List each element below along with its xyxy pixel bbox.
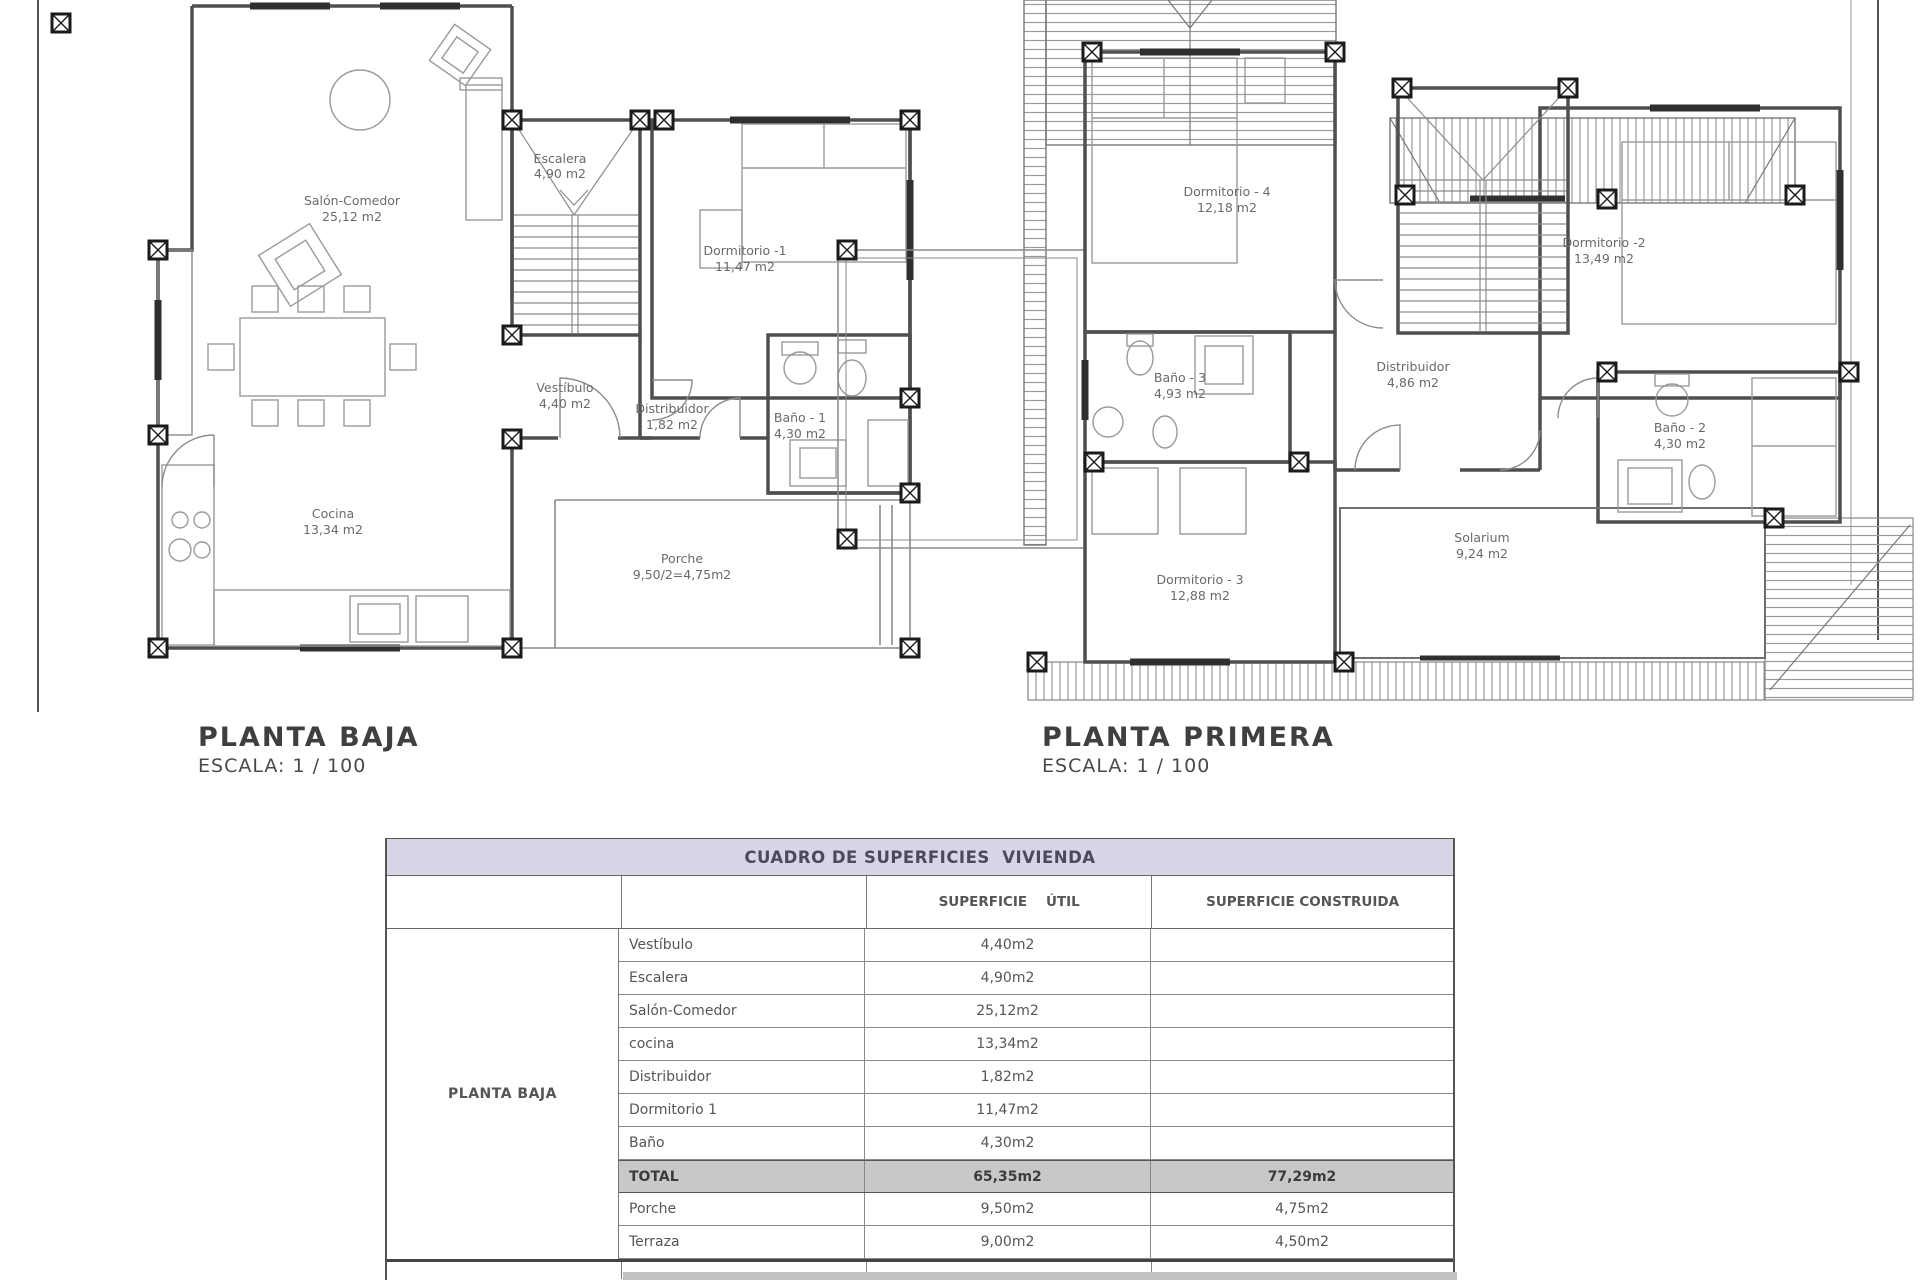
row-label: Baño: [619, 1127, 865, 1159]
label-salon-comedor-area: 25,12 m2: [322, 209, 382, 224]
row-construida: 4,75m2: [1275, 1201, 1329, 1217]
doors-planta-primera: [1335, 280, 1598, 470]
row-util: 1,82m2: [865, 1061, 1151, 1093]
header-room-cell: [622, 876, 867, 928]
label-bano1-area: 4,30 m2: [774, 426, 826, 441]
row-util: 13,34m2: [865, 1028, 1151, 1060]
row-util: 11,47m2: [865, 1094, 1151, 1126]
row-label: cocina: [619, 1028, 865, 1060]
label-dormitorio3: Dormitorio - 3: [1156, 572, 1244, 587]
row-util: 9,00m2: [865, 1226, 1151, 1258]
row-util: 65,35m2: [865, 1161, 1151, 1192]
title-planta-baja: [198, 722, 420, 777]
label-escalera: Escalera: [533, 151, 587, 166]
row-label: Distribuidor: [619, 1061, 865, 1093]
row-label: Salón-Comedor: [619, 995, 865, 1027]
row-label: Escalera: [619, 962, 865, 994]
label-dormitorio4: Dormitorio - 4: [1183, 184, 1271, 199]
roof-hatch: [1024, 0, 1913, 700]
label-bano2: Baño - 2: [1653, 420, 1707, 435]
row-util: 4,40m2: [865, 929, 1151, 961]
label-dormitorio4-area: 12,18 m2: [1197, 200, 1257, 215]
label-dormitorio2: Dormitorio -2: [1562, 235, 1646, 250]
table-row: [619, 1094, 1453, 1127]
label-salon-comedor: Salón-Comedor: [303, 193, 401, 208]
solarium-outline: [1340, 508, 1765, 658]
row-label: Dormitorio 1: [619, 1094, 865, 1126]
label-solarium-area: 9,24 m2: [1456, 546, 1508, 561]
label-distribuidor-pp-area: 4,86 m2: [1387, 375, 1439, 390]
row-construida: 4,50m2: [1275, 1234, 1329, 1250]
section-planta-baja: PLANTA BAJA: [387, 929, 619, 1259]
windows-planta-baja: [158, 6, 910, 648]
row-label: Terraza: [619, 1226, 865, 1258]
table-row-total: [619, 1160, 1453, 1193]
table-body: [387, 929, 1453, 1259]
scale-planta-primera-text: ESCALA: 1 / 100: [1042, 755, 1211, 777]
label-dormitorio1-area: 11,47 m2: [715, 259, 775, 274]
row-label: Vestíbulo: [619, 929, 865, 961]
label-bano2-area: 4,30 m2: [1654, 436, 1706, 451]
title-planta-baja-text: PLANTA BAJA: [198, 722, 420, 753]
table-row: [619, 929, 1453, 962]
label-solarium: Solarium: [1454, 530, 1510, 545]
header-superficie-util: SUPERFICIE ÚTIL: [867, 876, 1152, 928]
row-construida: [1151, 1028, 1453, 1060]
label-dormitorio3-area: 12,88 m2: [1170, 588, 1230, 603]
label-cocina: Cocina: [311, 506, 355, 521]
row-label: Porche: [619, 1193, 865, 1225]
label-vestibulo: Vestíbulo: [536, 380, 594, 395]
row-label: TOTAL: [619, 1161, 865, 1192]
row-construida: [1151, 1127, 1453, 1159]
label-cocina-area: 13,34 m2: [303, 522, 363, 537]
table-header-row: [387, 876, 1453, 929]
room-labels-planta-baja: [303, 151, 826, 582]
table-row: [619, 1061, 1453, 1094]
label-dormitorio2-area: 13,49 m2: [1574, 251, 1634, 266]
table-title: CUADRO DE SUPERFICIES VIVIENDA: [387, 838, 1453, 876]
label-bano1: Baño - 1: [773, 410, 827, 425]
label-bano3: Baño - 3: [1153, 370, 1207, 385]
floor-plan-planta-baja: [52, 6, 919, 657]
row-construida: [1151, 995, 1453, 1027]
label-bano3-area: 4,93 m2: [1154, 386, 1206, 401]
floor-plan-planta-primera: [838, 0, 1913, 700]
table-row: [619, 962, 1453, 995]
row-construida: 77,29m2: [1267, 1168, 1337, 1185]
label-dormitorio1: Dormitorio -1: [703, 243, 787, 258]
header-superficie-construida: SUPERFICIE CONSTRUIDA: [1206, 894, 1400, 910]
row-util: 4,90m2: [865, 962, 1151, 994]
label-porche-area: 9,50/2=4,75m2: [632, 567, 732, 582]
table-row: [619, 1028, 1453, 1061]
label-vestibulo-area: 4,40 m2: [539, 396, 591, 411]
table-row: [619, 995, 1453, 1028]
surfaces-table: [385, 838, 1455, 1280]
row-construida: [1151, 929, 1453, 961]
row-util: 25,12m2: [865, 995, 1151, 1027]
table-row: [619, 1127, 1453, 1160]
header-empty-cell: [387, 876, 622, 928]
label-porche: Porche: [660, 551, 704, 566]
table-row: [619, 1193, 1453, 1226]
label-distribuidor-pp: Distribuidor: [1376, 359, 1450, 374]
row-construida: [1151, 962, 1453, 994]
terrace-outline: [158, 250, 192, 435]
walls-planta-baja: [158, 6, 910, 648]
scale-planta-baja-text: ESCALA: 1 / 100: [198, 755, 367, 777]
next-section-header-band: [623, 1272, 1457, 1280]
title-planta-primera: [1042, 722, 1335, 777]
row-construida: [1151, 1094, 1453, 1126]
label-distribuidor-pb-area: 1,82 m2: [646, 417, 698, 432]
table-rows: [619, 929, 1453, 1259]
title-planta-primera-text: PLANTA PRIMERA: [1042, 722, 1335, 753]
row-construida: [1151, 1061, 1453, 1093]
row-util: 4,30m2: [865, 1127, 1151, 1159]
row-util: 9,50m2: [865, 1193, 1151, 1225]
label-escalera-area: 4,90 m2: [534, 166, 586, 181]
table-row: [619, 1226, 1453, 1259]
label-distribuidor-pb: Distribuidor: [635, 401, 709, 416]
partial-cell: [387, 1262, 622, 1279]
